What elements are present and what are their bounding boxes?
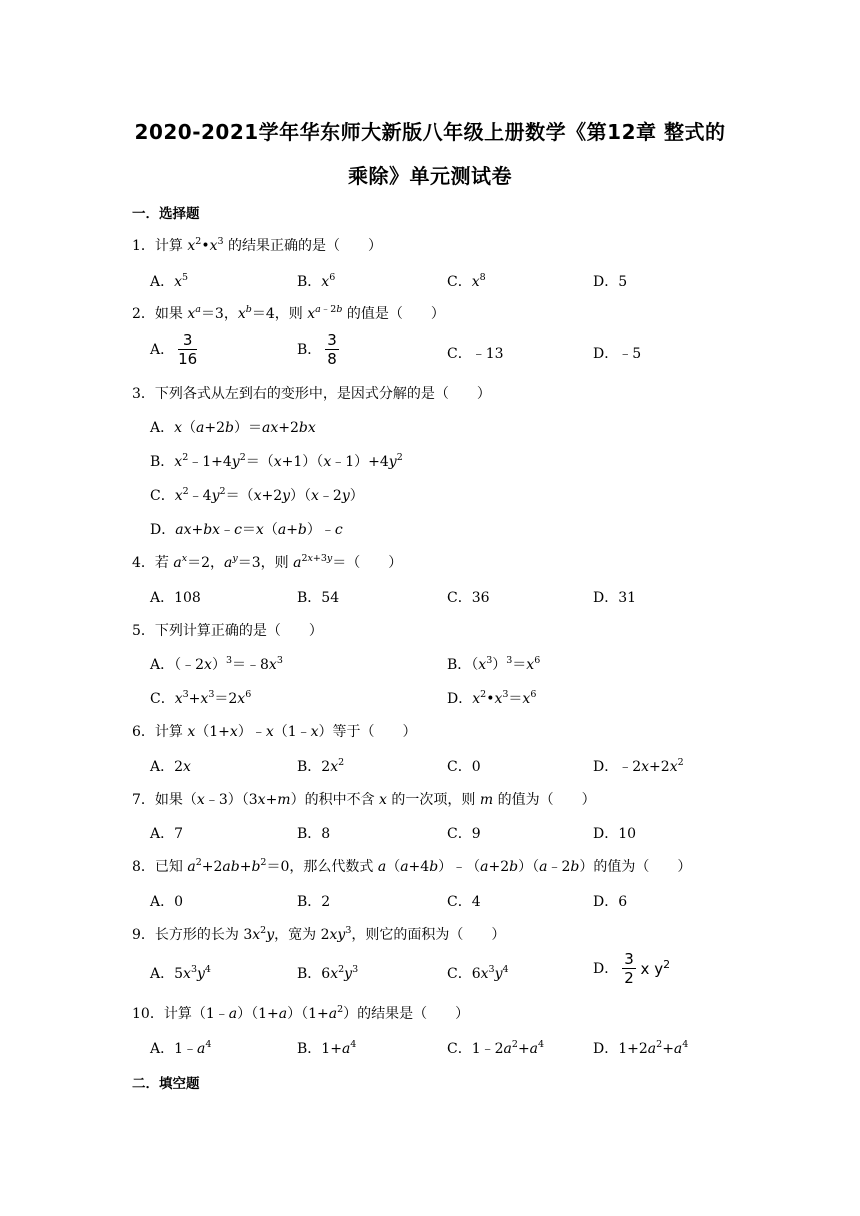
q4-option-d: D．31: [593, 590, 637, 606]
question-2: 2．如果 $x^a=3$，$x^b=4$，则 $x^{a﹣2b}$ 的值是（ ）: [132, 304, 445, 322]
fraction-3-8: $\frac{3}{8}$: [327, 331, 337, 368]
q3-option-b: B．$x^2﹣1+4y^2=(x+1)(x﹣1)+4y^2$: [150, 452, 403, 470]
question-5: 5．下列计算正确的是（ ）: [132, 623, 323, 639]
q8-option-b: B．2: [297, 894, 331, 910]
q5-option-c: C．$x^3+x^3=2x^6$: [150, 689, 252, 707]
q3-option-d: D．ax+bx﹣c＝x（a+b）﹣c: [150, 522, 343, 538]
q8-option-d: D．6: [593, 894, 628, 910]
q8-option-c: C．4: [447, 894, 481, 910]
q7-option-d: D．10: [593, 826, 637, 842]
q1-option-c: C．$x^8$: [447, 272, 486, 290]
question-10: 10．计算$(1﹣a)(1+a)(1+a^2)$的结果是（ ）: [132, 1004, 470, 1022]
title-line-2: 乘除》单元测试卷: [348, 164, 512, 188]
q5-option-d: D．$x^2•x^3=x^6$: [447, 689, 537, 707]
question-7: 7．如果（x﹣3）（3x+m）的积中不含 x 的一次项，则 m 的值为（ ）: [132, 792, 596, 808]
q9-option-b: B．$6x^2y^3$: [297, 964, 359, 982]
q7-option-c: C．9: [447, 826, 481, 842]
q9-option-a: A．$5x^3y^4$: [150, 964, 211, 982]
fraction-3-16: $\frac{3}{16}$: [178, 331, 198, 368]
q2-option-a: A． $\frac{3}{16}$: [150, 331, 198, 368]
q7-option-b: B．8: [297, 826, 331, 842]
q3-option-a: A．x（a+2b）＝ax+2bx: [150, 420, 316, 436]
q1-option-b: B．$x^6$: [297, 272, 336, 290]
fraction-3-2: $\frac{3}{2}$: [624, 950, 634, 987]
q6-option-c: C．0: [447, 759, 481, 775]
question-4: 4．若 $a^x=2$，$a^y=3$，则 $a^{2x+3y}=$（ ）: [132, 553, 403, 571]
title-line-1: 2020-2021学年华东师大新版八年级上册数学《第12章 整式的: [134, 120, 726, 144]
q2-option-d: D．﹣5: [593, 346, 642, 362]
q3-option-c: C．$x^2﹣4y^2=(x+2y)(x﹣2y)$: [150, 486, 364, 504]
q1-option-a: A．$x^5$: [150, 272, 189, 290]
q5-option-a: A．$(﹣2x)^3=﹣8x^3$: [150, 655, 283, 673]
q4-option-a: A．108: [150, 590, 201, 606]
question-1: 1．计算 $x^2•x^3$ 的结果正确的是（ ）: [132, 236, 382, 254]
q7-option-a: A．7: [150, 826, 184, 842]
section-heading-fill-in: 二．填空题: [132, 1076, 200, 1092]
q10-option-a: A．$1﹣a^4$: [150, 1039, 212, 1057]
q6-option-b: B．$2x^2$: [297, 757, 345, 775]
q5-option-b: B．$(x^3)^3=x^6$: [447, 655, 541, 673]
q9-option-d: D． $\frac{3}{2}$ x $y^2$: [593, 950, 671, 987]
q6-option-a: A．2x: [150, 759, 191, 775]
q4-option-c: C．36: [447, 590, 490, 606]
q2-option-c: C．﹣13: [447, 346, 504, 362]
question-8: 8．已知 $a^2+2ab+b^2=0$，那么代数式 a（a+4b）﹣（a+2b）（a﹣2b）的值为（ ）: [132, 857, 692, 875]
q10-option-c: C．$1﹣2a^2+a^4$: [447, 1039, 545, 1057]
section-heading-choice: 一．选择题: [132, 206, 200, 222]
q10-option-b: B．$1+a^4$: [297, 1039, 357, 1057]
q1-option-d: D．5: [593, 274, 628, 290]
q8-option-a: A．0: [150, 894, 184, 910]
q4-option-b: B．54: [297, 590, 340, 606]
q2-option-b: B． $\frac{3}{8}$: [297, 331, 337, 368]
q10-option-d: D．$1+2a^2+a^4$: [593, 1039, 689, 1057]
question-3: 3．下列各式从左到右的变形中，是因式分解的是（ ）: [132, 386, 491, 402]
question-6: 6．计算 x（1+x）﹣x（1﹣x）等于（ ）: [132, 724, 417, 740]
q9-option-c: C．$6x^3y^4$: [447, 964, 509, 982]
q6-option-d: D．$﹣2x+2x^2$: [593, 757, 684, 775]
question-9: 9．长方形的长为 $3x^2y$，宽为 $2xy^3$，则它的面积为（ ）: [132, 925, 506, 943]
